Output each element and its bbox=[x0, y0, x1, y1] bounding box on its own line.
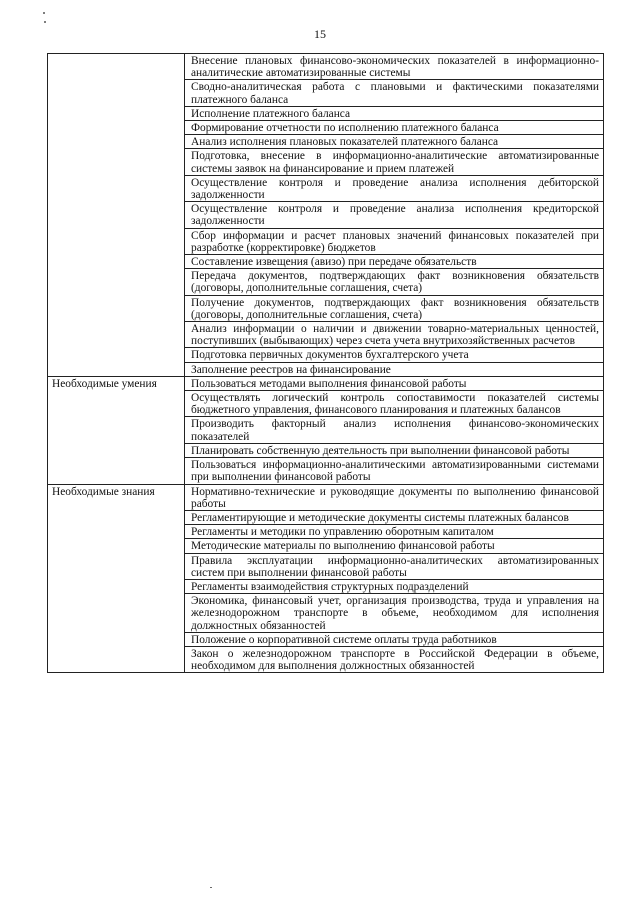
item-text: Регламентирующие и методические документы системы платежных балансов bbox=[185, 510, 604, 524]
section-label bbox=[48, 54, 185, 377]
section-label: Необходимые знания bbox=[48, 484, 185, 673]
item-text: Получение документов, подтверждающих факт возникновения обязательств (договоры, дополнительные соглашения, счета) bbox=[185, 295, 604, 321]
table-row bbox=[48, 484, 604, 510]
item-text: Планировать собственную деятельность при выполнении финансовой работы bbox=[185, 443, 604, 457]
item-text: Закон о железнодорожном транспорте в Российской Федерации в объеме, необходимом для выполнения должностных обязанностей bbox=[185, 646, 604, 672]
item-text: Производить факторный анализ исполнения финансово-экономических показателей bbox=[185, 417, 604, 443]
item-text: Пользоваться информационно-аналитическими автоматизированными системами при выполнении финансовой работы bbox=[185, 458, 604, 484]
item-text: Положение о корпоративной системе оплаты труда работников bbox=[185, 632, 604, 646]
item-text: Передача документов, подтверждающих факт возникновения обязательств (договоры, дополнительные соглашения, счета) bbox=[185, 269, 604, 295]
item-text: Формирование отчетности по исполнению платежного баланса bbox=[185, 121, 604, 135]
item-text: Исполнение платежного баланса bbox=[185, 106, 604, 120]
item-text: Регламенты взаимодействия структурных подразделений bbox=[185, 579, 604, 593]
item-text: Регламенты и методики по управлению оборотным капиталом bbox=[185, 525, 604, 539]
table-row bbox=[48, 54, 604, 80]
item-text: Пользоваться методами выполнения финансовой работы bbox=[185, 376, 604, 390]
item-text: Нормативно-технические и руководящие документы по выполнению финансовой работы bbox=[185, 484, 604, 510]
item-text: Внесение плановых финансово-экономических показателей в информационно-аналитические автоматизированные системы bbox=[185, 54, 604, 80]
competency-table bbox=[47, 53, 604, 673]
item-text: Осуществление контроля и проведение анализа исполнения дебиторской задолженности bbox=[185, 175, 604, 201]
scan-speck bbox=[44, 21, 46, 23]
scan-speck bbox=[210, 887, 212, 888]
item-text: Осуществление контроля и проведение анализа исполнения кредиторской задолженности bbox=[185, 202, 604, 228]
page-number: 15 bbox=[314, 27, 326, 41]
scan-speck bbox=[43, 12, 45, 14]
section-label: Необходимые умения bbox=[48, 376, 185, 484]
item-text: Анализ исполнения плановых показателей платежного баланса bbox=[185, 135, 604, 149]
item-text: Анализ информации о наличии и движении товарно-материальных ценностей, поступивших (выбывающих) через счета учета внутрихозяйственных расчетов bbox=[185, 322, 604, 348]
item-text: Составление извещения (авизо) при передаче обязательств bbox=[185, 255, 604, 269]
item-text: Осуществлять логический контроль сопоставимости показателей системы бюджетного управления, финансового планирования и платежных балансов bbox=[185, 391, 604, 417]
item-text: Подготовка первичных документов бухгалтерского учета bbox=[185, 348, 604, 362]
item-text: Заполнение реестров на финансирование bbox=[185, 362, 604, 376]
item-text: Сбор информации и расчет плановых значений финансовых показателей при разработке (корректировке) бюджетов bbox=[185, 228, 604, 254]
item-text: Сводно-аналитическая работа с плановыми и фактическими показателями платежного баланса bbox=[185, 80, 604, 106]
competency-table-body bbox=[48, 54, 604, 673]
item-text: Методические материалы по выполнению финансовой работы bbox=[185, 539, 604, 553]
table-row bbox=[48, 376, 604, 390]
item-text: Правила эксплуатации информационно-аналитических автоматизированных систем при выполнении финансовой работы bbox=[185, 553, 604, 579]
item-text: Экономика, финансовый учет, организация производства, труда и управления на железнодорожном транспорте в объеме, необходимом для исполнения должностных обязанностей bbox=[185, 594, 604, 633]
item-text: Подготовка, внесение в информационно-аналитические автоматизированные системы заявок на финансирование и прием платежей bbox=[185, 149, 604, 175]
